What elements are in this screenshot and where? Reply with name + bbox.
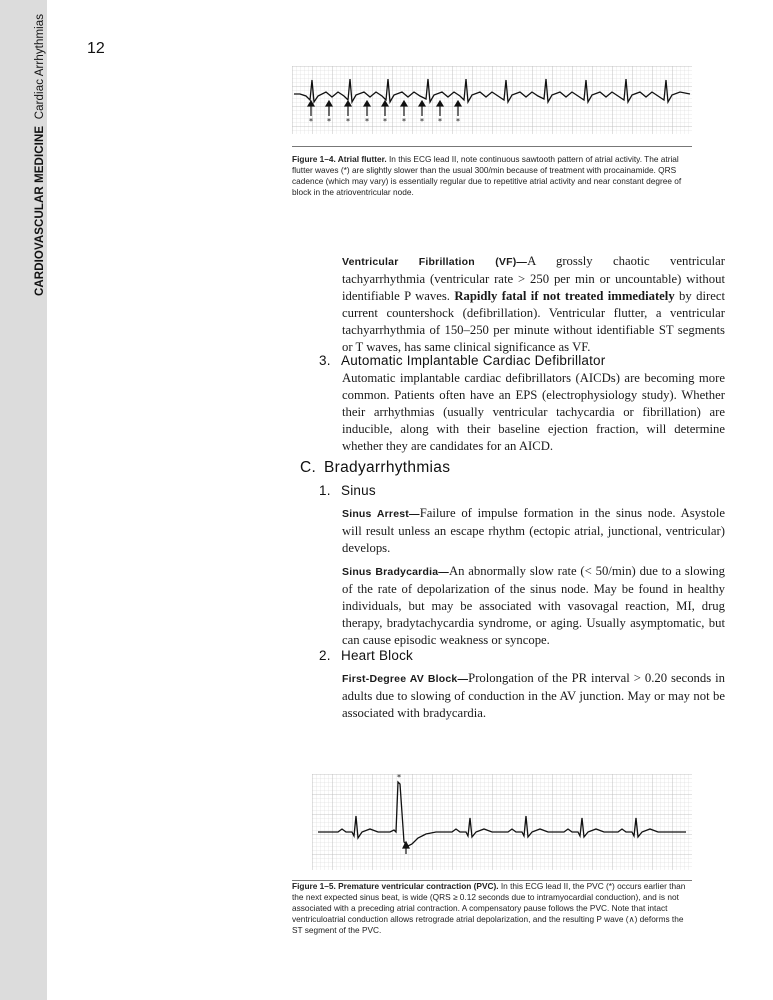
atrial-flutter-ecg-strip	[292, 66, 692, 134]
flutter-marker: *	[365, 117, 369, 126]
sinus-heading	[319, 483, 376, 498]
aicd-heading-text: Automatic Implantable Cardiac Defibrillator	[341, 353, 606, 368]
flutter-marker: *	[420, 117, 424, 126]
first-degree-av-block-term: First-Degree AV Block—	[342, 673, 469, 685]
figure-1-5-caption-label: Figure 1–5. Premature ventricular contraction (PVC).	[292, 881, 499, 891]
pvc-marker: *	[397, 774, 401, 782]
running-head	[34, 14, 46, 296]
figure-1-5-caption-text: In this ECG lead II, the PVC (*) occurs earlier than the next expected sinus beat, is wide (QRS ≥ 0.12 seconds due to intramyocardial conduction), and is not associated with a preceding atrial contraction. A compensatory pause follows the PVC. Note that intact ventriculoatrial conduction allows retrograde atrial depolarization, and the resulting P wave (∧) deforms the ST segment of the PVC.	[292, 881, 686, 935]
flutter-marker: *	[309, 117, 313, 126]
sinus-bradycardia-term: Sinus Bradycardia—	[342, 566, 449, 578]
figure-1-4-caption	[292, 154, 692, 198]
bradyarrhythmias-heading	[300, 459, 450, 477]
flutter-marker: *	[346, 117, 350, 126]
sinus-arrest-text: Failure of impulse formation in the sinus node. Asystole will result unless an escape rhythm (ectopic atrial, junctional, ventricular) develops.	[342, 506, 725, 555]
sinus-number: 1.	[319, 483, 331, 498]
vf-bold: Rapidly fatal if not treated immediately	[454, 289, 675, 303]
figure-1-4-rule	[292, 146, 692, 147]
heart-block-heading	[319, 648, 413, 663]
vf-text-2: by direct current countershock (defibrillation). Ventricular flutter, a ventricular tachyarrhythmia of 150–250 per minute without identifiable ST segments or T waves, has same clinical significance as VF.	[342, 289, 725, 354]
sinus-arrest-term: Sinus Arrest—	[342, 508, 420, 520]
page-number: 12	[87, 40, 105, 57]
running-head-section: CARDIOVASCULAR MEDICINE	[34, 125, 46, 296]
figure-1-4-caption-text: In this ECG lead II, note continuous sawtooth pattern of atrial activity. The atrial flutter waves (*) are slightly slower than the usual 300/min because of treatment with procainamide. QRS cadence (which may vary) is essentially regular due to repetitive atrial activity and near constant degree of block in the atrioventricular node.	[292, 154, 682, 197]
sinus-bradycardia-paragraph	[342, 563, 725, 649]
sinus-bradycardia-text: An abnormally slow rate (< 50/min) due to a slowing of the rate of depolarization of the sinus node. May be found in healthy individuals, but may be associated with vasovagal reaction, MI, drug therapy, bradytachycardia syndrome, or aging. Usually asymptomatic, but can cause episodic weakness or syncope.	[342, 564, 725, 647]
flutter-marker: *	[327, 117, 331, 126]
first-degree-av-block-text: Prolongation of the PR interval > 0.20 seconds in adults due to slowing of conduction in the AV junction. May or may not be associated with bradycardia.	[342, 671, 725, 720]
heart-block-number: 2.	[319, 648, 331, 663]
figure-1-5-ecg	[312, 774, 692, 870]
figure-1-4-ecg	[292, 66, 692, 134]
figure-1-5-caption	[292, 881, 692, 936]
flutter-marker: *	[438, 117, 442, 126]
bradyarrhythmias-letter: C.	[300, 459, 317, 476]
running-head-topic: Cardiac Arrhythmias	[34, 13, 46, 120]
flutter-marker: *	[456, 117, 460, 126]
pvc-ecg-strip	[312, 774, 692, 870]
flutter-marker: *	[402, 117, 406, 126]
aicd-paragraph: Automatic implantable cardiac defibrillators (AICDs) are becoming more common. Patients often have an EPS (electrophysiology study). Whether their arrhythmias (usually ventricular tachycardia or fibrillation) are inducible, along with their baseline ejection fraction, will determine whether they are candidates for an AICD.	[342, 371, 725, 453]
heart-block-heading-text: Heart Block	[341, 648, 413, 663]
sinus-heading-text: Sinus	[341, 483, 376, 498]
aicd-heading	[319, 353, 605, 368]
figure-1-4-caption-label: Figure 1–4. Atrial flutter.	[292, 154, 387, 164]
sinus-arrest-paragraph	[342, 505, 725, 557]
bradyarrhythmias-heading-text: Bradyarrhythmias	[324, 459, 451, 476]
aicd-number: 3.	[319, 353, 331, 368]
first-degree-av-block-paragraph	[342, 670, 725, 722]
vf-term: Ventricular Fibrillation (VF)—	[342, 256, 528, 268]
vf-paragraph	[342, 253, 725, 356]
flutter-marker: *	[383, 117, 387, 126]
vf-text-1: A grossly chaotic ventricular tachyarrhythmia (ventricular rate > 250 per min or uncountable) without identifiable P waves.	[342, 254, 725, 303]
